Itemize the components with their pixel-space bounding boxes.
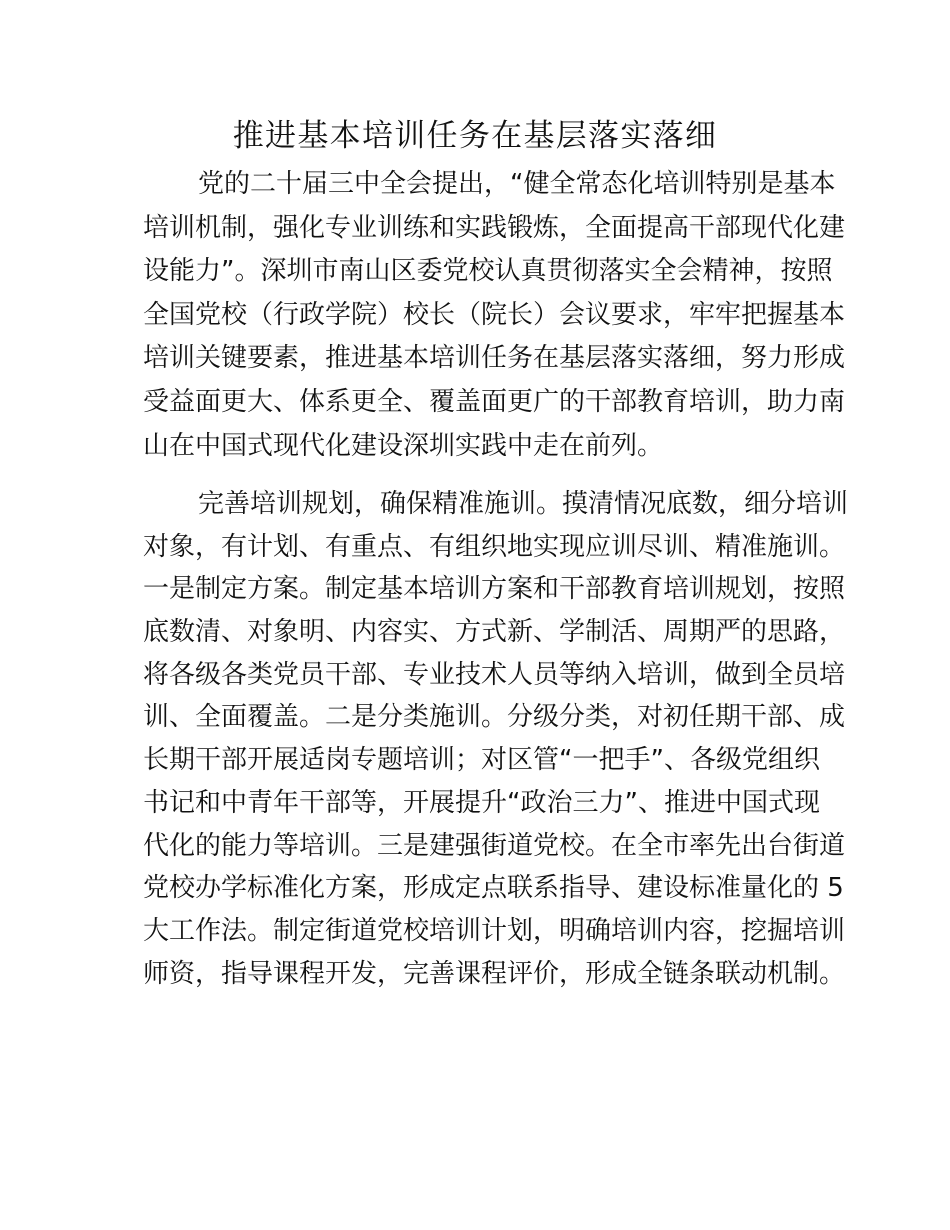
paragraph-line: 全国党校（行政学院）校长（院长）会议要求，牢牢把握基本 <box>143 299 846 330</box>
paragraph-line: 党的二十届三中全会提出，“健全常态化培训特别是基本 <box>198 169 836 199</box>
paragraph-line: 将各级各类党员干部、专业技术人员等纳入培训，做到全员培 <box>143 659 846 690</box>
paragraph-line: 底数清、对象明、内容实、方式新、学制活、周期严的思路， <box>143 617 846 648</box>
paragraph-line: 长期干部开展适岗专题培训；对区管“一把手”、各级党组织 <box>143 745 820 776</box>
paragraph-line: 对象，有计划、有重点、有组织地实现应训尽训、精准施训。 <box>143 531 846 562</box>
paragraph-line: 大工作法。制定街道党校培训计划，明确培训内容，挖掘培训 <box>143 915 846 946</box>
paragraph-line: 代化的能力等培训。三是建强街道党校。在全市率先出台街道 <box>143 830 846 861</box>
paragraph-line: 党校办学标准化方案，形成定点联系指导、建设标准量化的 5 <box>143 873 844 904</box>
paragraph-line: 受益面更大、体系更全、覆盖面更广的干部教育培训，助力南 <box>143 386 846 417</box>
paragraph-line: 师资，指导课程开发，完善课程评价，形成全链条联动机制。 <box>143 958 846 989</box>
paragraph-line: 山在中国式现代化建设深圳实践中走在前列。 <box>143 430 664 461</box>
paragraph-line: 培训关键要素，推进基本培训任务在基层落实落细，努力形成 <box>143 343 846 374</box>
paragraph-line: 培训机制，强化专业训练和实践锻炼，全面提高干部现代化建 <box>143 212 846 243</box>
paragraph-line: 完善培训规划，确保精准施训。摸清情况底数，细分培训 <box>198 489 849 519</box>
document-title: 推进基本培训任务在基层落实落细 <box>232 118 718 154</box>
paragraph-line: 训、全面覆盖。二是分类施训。分级分类，对初任期干部、成 <box>143 702 846 733</box>
paragraph-line: 设能力”。深圳市南山区委党校认真贯彻落实全会精神，按照 <box>143 256 833 287</box>
paragraph-line: 书记和中青年干部等，开展提升“政治三力”、推进中国式现 <box>143 787 820 818</box>
paragraph-training-planning <box>143 483 849 995</box>
paragraph-intro <box>143 163 846 468</box>
paragraph-line: 一是制定方案。制定基本培训方案和干部教育培训规划，按照 <box>143 574 846 605</box>
